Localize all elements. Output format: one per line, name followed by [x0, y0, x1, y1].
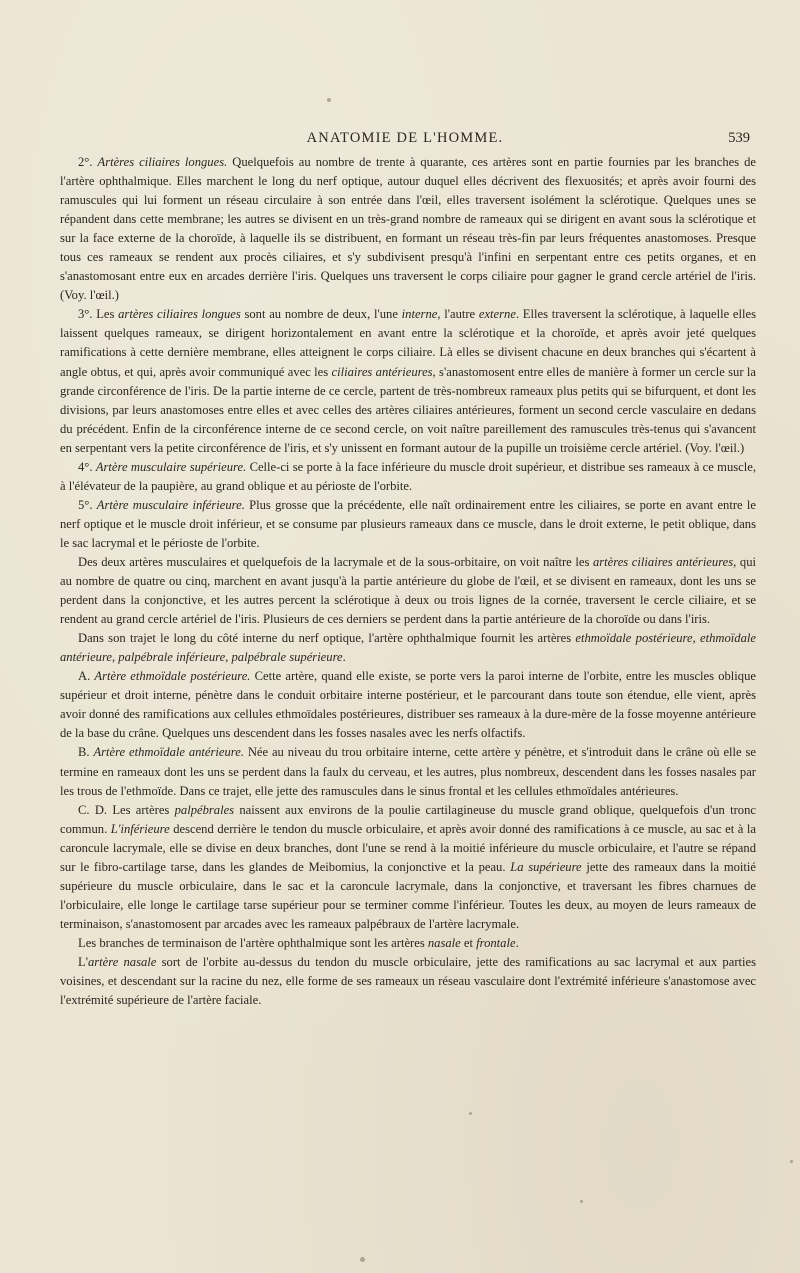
- paragraph-ciliaires-longues: 3°. Les artères ciliaires longues sont au nombre de deux, l'une interne, l'autre externe. Elles traversent la sclérotique, à laquelle elles laissent quelques rameaux, se dirigent horizontalement en avant entre la sclérotique et la choroïde, et après avoir jeté quelques ramifications à cette dernière membrane, elles atteignent le corps ciliaire. Là elles se divisent chacune en deux branches qui s'écartent à angle obtus, et qui, après avoir communiqué avec les ciliaires antérieures, s'anastomosent entre elles de manière à former un cercle sur la grande circonférence de l'iris. De la partie interne de ce cercle, partent de très-nombreux rameaux plus petits qui se bifurquent, et dont les divisions, par leurs anastomoses entre elles et avec celles des artères ciliaires antérieures, forment un second cercle vasculaire en dedans du précédent. Enfin de la circonférence interne de ce second cercle, on voit naître pareillement des ramuscules très-tenus qui s'avancent en serpentant vers la petite circonférence de l'iris, et s'y unissent en formant autour de la pupille un troisième cercle artériel. (Voy. l'œil.): [60, 307, 756, 455]
- paragraph-ciliaires-courtes: 2°. Artères ciliaires longues. Quelquefois au nombre de trente à quarante, ces artères sont en partie fournies par les branches de l'artère ophthalmique. Elles marchent le long du nerf optique, autour duquel elles décrivent des flexuosités; et après avoir fourni des ramuscules qui lui forment un réseau circulaire à son entrée dans l'œil, elles traversent isolément la sclérotique. Quelques unes se répandent dans cette membrane; les autres se divisent en un très-grand nombre de rameaux qui se dirigent en avant sous la sclérotique et sur la face externe de la choroïde, à laquelle ils se distribuent, en formant un réseau très-fin par leurs fréquentes anastomoses. Presque tous ces rameaux se rendent aux procès ciliaires, et s'y subdivisent presqu'à l'infini en serpentant entre ces petits organes, et en s'anastomosant entre eux en arcades derrière l'iris. Quelques uns traversent le corps ciliaire pour gagner le grand cercle artériel de l'iris. (Voy. l'œil.): [60, 155, 756, 303]
- page-number: 539: [728, 130, 750, 146]
- paragraph-trajet: Dans son trajet le long du côté interne du nerf optique, l'artère ophthalmique fournit les artères ethmoïdale postérieure, ethmoïdale antérieure, palpébrale inférieure, palpébrale supérieure.: [60, 631, 756, 665]
- section-heading: Artère musculaire inférieure.: [96, 497, 245, 512]
- paragraph-nasale: L'artère nasale sort de l'orbite au-dessus du tendon du muscle orbiculaire, jette des ramifications au sac lacrymal et aux parties voisines, et descendant sur la racine du nez, elle forme de ses rameaux un réseau vasculaire dont l'extrémité inférieure s'anastomose avec l'extrémité supérieure de l'artère faciale.: [60, 954, 756, 1008]
- paper-speck: [469, 1112, 472, 1115]
- paragraph-ethmoidale-posterieure: A. Artère ethmoïdale postérieure. Cette artère, quand elle existe, se porte vers la paroi interne de l'orbite, entre les muscles oblique supérieur et droit interne, pénètre dans le conduit orbitaire interne postérieur, et le parcourant dans toute son étendue, elle vient, après avoir donné des ramifications aux cellules ethmoïdales postérieures, distribuer ses rameaux à la dure-mère de la fosse moyenne antérieure de la base du crâne. Quelques uns descendent dans les fosses nasales avec les nerfs olfactifs.: [60, 669, 756, 741]
- section-heading: Artère musculaire supérieure.: [95, 459, 247, 474]
- paper-speck: [360, 1257, 365, 1262]
- paragraph-musculaire-superieure: 4°. Artère musculaire supérieure. Celle-ci se porte à la face inférieure du muscle droit supérieur, et distribue ses rameaux à ce muscle, à l'élévateur de la paupière, au grand oblique et au périoste de l'orbite.: [60, 459, 757, 493]
- running-header: [60, 128, 750, 150]
- paragraph-ethmoidale-anterieure: B. Artère ethmoïdale antérieure. Née au niveau du trou orbitaire interne, cette artère y pénètre, et s'introduit dans le crâne où elle se termine en rameaux dont les uns se perdent dans la faulx du cerveau, et les autres, plus nombreux, descendent dans les fosses nasales par les trous de l'ethmoïde. Dans ce trajet, elle jette des ramuscules dans le sinus frontal et les cellules ethmoïdales antérieures.: [60, 745, 756, 798]
- paragraph-terminaison: Les branches de terminaison de l'artère ophthalmique sont les artères nasale et frontale.: [78, 935, 519, 950]
- header-title: ANATOMIE DE L'HOMME.: [306, 130, 504, 146]
- body-text: [60, 153, 756, 1010]
- section-heading: Artères ciliaires longues.: [97, 155, 228, 169]
- paragraph-ciliaires-anterieures: Des deux artères musculaires et quelquefois de la lacrymale et de la sous-orbitaire, on voit naître les artères ciliaires antérieures, qui au nombre de quatre ou cinq, marchent en avant jusqu'à la partie antérieure du globe de l'œil, et se divisent en rameaux, dont les uns se perdent dans la conjonctive, et les autres percent la sclérotique à deux ou trois lignes de la cornée, traversent le cercle ciliaire, et se rendent au grand cercle artériel de l'iris. Plusieurs de ces derniers se perdent dans la partie antérieure de la choroïde ou dans l'iris.: [60, 554, 756, 627]
- paper-speck: [580, 1200, 583, 1203]
- paper-speck: [790, 1160, 793, 1163]
- paragraph-musculaire-inferieure: 5°. Artère musculaire inférieure. Plus grosse que la précédente, elle naît ordinairement entre les ciliaires, se porte en avant entre le nerf optique et le muscle droit inférieur, et se consume par plusieurs rameaux dans ce muscle, dans le droit externe, le petit oblique, dans le sac lacrymal et le périoste de l'orbite.: [60, 497, 756, 550]
- section-heading: Artère ethmoïdale postérieure.: [94, 669, 251, 684]
- paper-speck: [327, 98, 331, 102]
- paragraph-palpebrales: C. D. Les artères palpébrales naissent aux environs de la poulie cartilagineuse du muscle grand oblique, quelquefois d'un tronc commun. L'inférieure descend derrière le tendon du muscle orbiculaire, et après avoir donné des ramifications à ce muscle, au sac et à la caroncule lacrymale, elle se divise en deux branches, dont l'une se rend à la moitié inférieure du muscle orbiculaire, et l'autre se répand sur le fibro-cartilage tarse, dans les glandes de Meibomius, la conjonctive et la peau. La supérieure jette des rameaux dans la moitié supérieure du muscle orbiculaire, dans le sac et la caroncule lacrymale, dans la conjonctive, et traversant les fibres charnues de l'orbiculaire, elle longe le cartilage tarse supérieur pour se terminer comme l'inférieur. Toutes les deux, au moyen de leurs rameaux de terminaison, s'anastomosent par arcades avec les rameaux palpébraux de l'artère lacrymale.: [60, 802, 757, 931]
- section-heading: Artère ethmoïdale antérieure.: [93, 745, 244, 760]
